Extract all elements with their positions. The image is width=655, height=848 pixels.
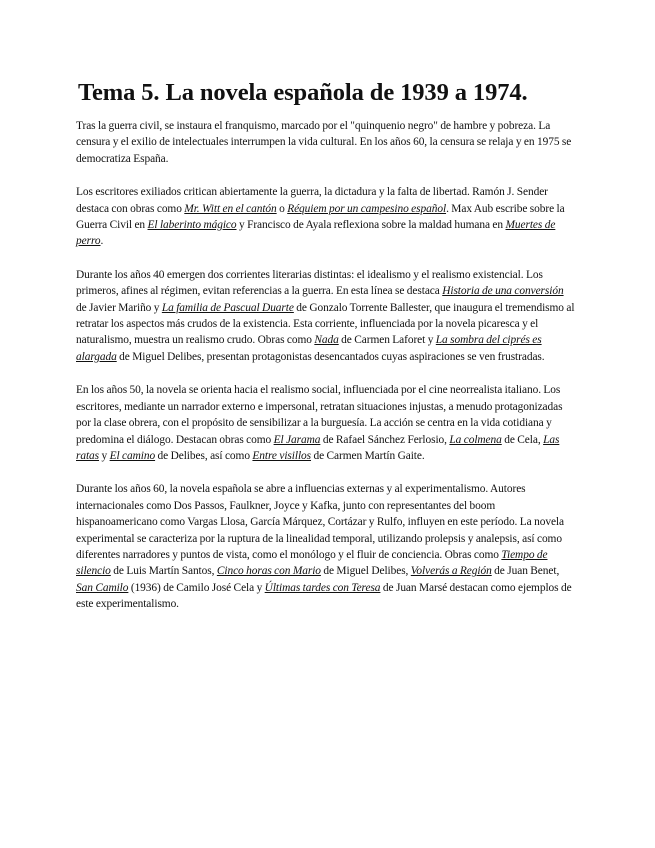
text-segment: Durante los años 60, la novela española se abre a influencias externas y al experimentalismo. Autores internacionales como Dos Passos, Faulkner, Joyce y Kafka, junto con representantes del boom hispanoamericano como Vargas Llosa, García Márquez, Cortázar y Rulfo, influyen en este período. La novela experimental se caracteriza por la ruptura de la linealidad temporal, utilizando prolepsis y analepsis, así como diferentes narradores y puntos de vista, como el monólogo y el fluir de conciencia. Obras como bbox=[76, 483, 564, 561]
work-title: El camino bbox=[109, 449, 156, 462]
text-segment: de Javier Mariño y bbox=[76, 301, 162, 314]
work-title: El laberinto mágico bbox=[147, 219, 237, 232]
work-title: Mr. Witt en el cantón bbox=[184, 202, 277, 215]
text-segment: . Max Aub escribe sobre la Guerra Civil en bbox=[76, 202, 565, 232]
work-title: Réquiem por un campesino español bbox=[287, 202, 447, 215]
paragraph-1 bbox=[76, 118, 576, 167]
document-body bbox=[76, 118, 576, 630]
work-title: Cinco horas con Mario bbox=[216, 565, 321, 578]
text-segment: En los años 50, la novela se orienta hacia el realismo social, influenciada por el cine neorrealista italiano. Los escritores, mediante un narrador externo e impersonal, retratan situaciones injustas, a menudo protagonizadas por la clase obrera, con el propósito de sensibilizar a la burguesía. La acción se centra en la vida cotidiana y predomina el diálogo. Destacan obras como bbox=[76, 384, 563, 446]
work-title: La familia de Pascual Duarte bbox=[161, 301, 294, 314]
text-segment: de Miguel Delibes, bbox=[320, 565, 411, 578]
work-title: San Camilo bbox=[76, 581, 129, 594]
text-segment: de Carmen Laforet y bbox=[338, 334, 436, 347]
work-title: La colmena bbox=[449, 433, 502, 446]
work-title: La sombra del ciprés es alargada bbox=[76, 334, 542, 363]
paragraph-3 bbox=[76, 267, 576, 365]
text-segment: Tras la guerra civil, se instaura el franquismo, marcado por el "quinquenio negro" de hambre y pobreza. La censura y el exilio de intelectuales interrumpen la vida cultural. En los años 60, la censura se relaja y en 1975 se democratiza España. bbox=[76, 120, 572, 165]
work-title: El Jarama bbox=[273, 433, 321, 446]
work-title: Entre visillos bbox=[252, 449, 312, 462]
paragraph-5 bbox=[76, 481, 576, 612]
work-title: Volverás a Región bbox=[410, 565, 492, 578]
work-title: Las ratas bbox=[76, 433, 560, 462]
text-segment: de Delibes, así como bbox=[155, 449, 253, 462]
text-segment: Los escritores exiliados critican abiertamente la guerra, la dictadura y la falta de libertad. Ramón J. Sender destaca con obras como bbox=[76, 186, 548, 215]
text-segment: de Gonzalo Torrente Ballester, que inaugura el tremendismo al retratar los aspectos más crudos de la existencia. Esta corriente, influenciada por la novela picaresca y el naturalismo, muestra un realismo crudo. Obras como bbox=[76, 301, 575, 347]
work-title: Últimas tardes con Teresa bbox=[264, 581, 381, 594]
work-title: Muertes de perro bbox=[76, 219, 556, 248]
paragraph-4 bbox=[76, 382, 576, 464]
text-segment: y Francisco de Ayala reflexiona sobre la maldad humana en bbox=[236, 219, 506, 232]
work-title: Nada bbox=[314, 334, 339, 347]
page-title: Tema 5. La novela española de 1939 a 1974. bbox=[78, 79, 528, 106]
text-segment: . bbox=[100, 235, 104, 248]
work-title: Historia de una conversión bbox=[442, 285, 564, 298]
text-segment: (1936) de Camilo José Cela y bbox=[128, 581, 265, 594]
text-segment: de Cela, bbox=[501, 433, 544, 446]
text-segment: de Juan Benet, bbox=[491, 565, 560, 578]
text-segment: de Juan Marsé destacan como ejemplos de este experimentalismo. bbox=[76, 581, 572, 611]
text-segment: de Rafael Sánchez Ferlosio, bbox=[320, 433, 450, 446]
text-segment: de Luis Martín Santos, bbox=[110, 565, 217, 578]
work-title: Tiempo de silencio bbox=[76, 548, 548, 578]
text-segment: o bbox=[276, 202, 288, 215]
paragraph-2 bbox=[76, 184, 576, 250]
text-segment: de Miguel Delibes, presentan protagonistas desencantados cuyas aspiraciones se ven frustradas. bbox=[116, 350, 545, 363]
text-segment: de Carmen Martín Gaite. bbox=[311, 449, 425, 462]
text-segment: y bbox=[99, 449, 110, 462]
text-segment: Durante los años 40 emergen dos corrientes literarias distintas: el idealismo y el realismo existencial. Los primeros, afines al régimen, evitan referencias a la guerra. En esta línea se destaca bbox=[76, 268, 543, 298]
